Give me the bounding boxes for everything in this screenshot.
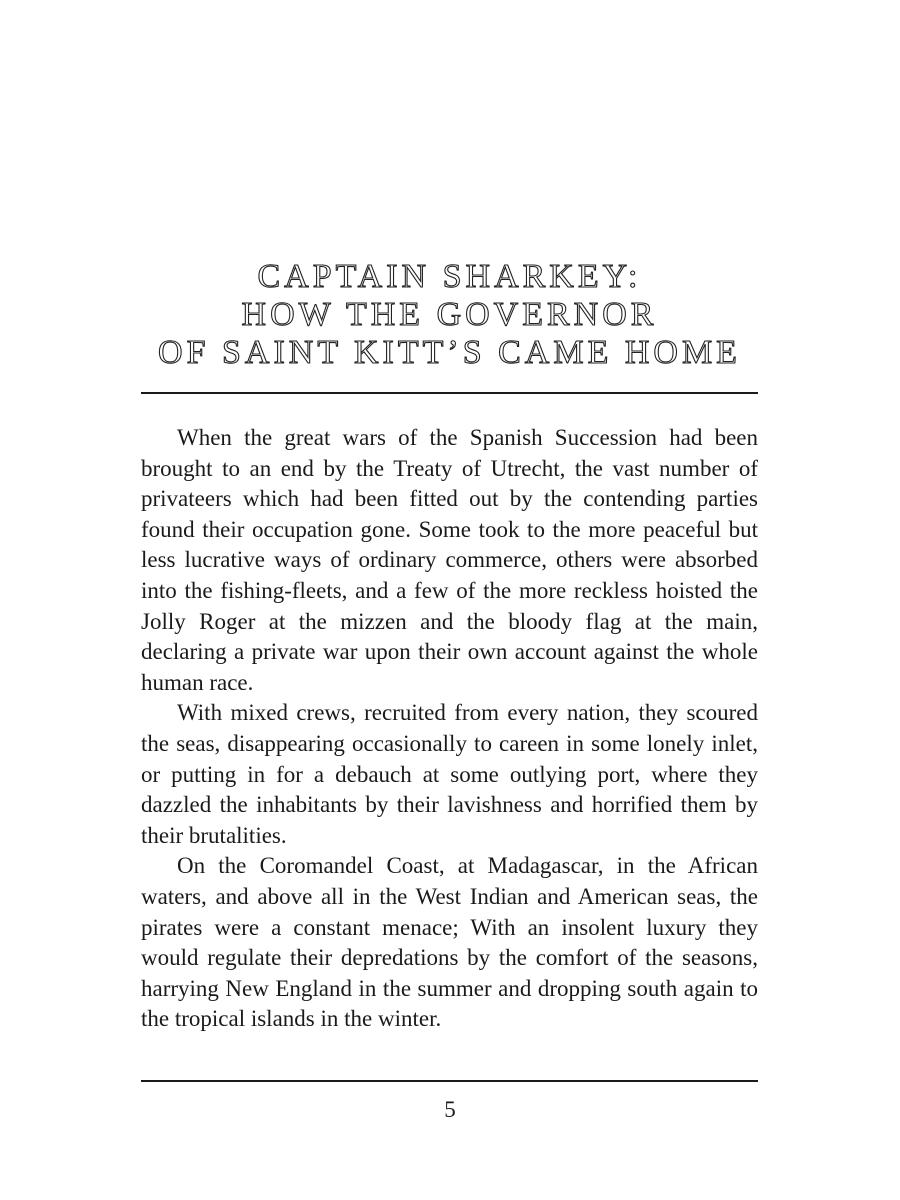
chapter-title-line-3: OF SAINT KITT’S CAME HOME [158, 334, 741, 371]
title-divider [141, 392, 758, 394]
chapter-body [141, 423, 758, 1035]
paragraph-2: With mixed crews, recruited from every nation, they scoured the seas, disappearing occasionally to careen in some lonely inlet, or putting in for a debauch at some outlying port, where they dazzled the inhabitants by their lavishness and horrified them by their brutalities. [141, 700, 758, 848]
chapter-title [141, 258, 758, 372]
paragraph-1: When the great wars of the Spanish Succession had been brought to an end by the Treaty of Utrecht, the vast number of privateers which had been fitted out by the contending parties found their occupation gone. Some took to the more peaceful but less lucrative ways of ordinary commerce, others were absorbed into the fishing-fleets, and a few of the more reckless hoisted the Jolly Roger at the mizzen and the bloody flag at the main, declaring a private war upon their own account against the whole human race. [141, 425, 758, 695]
paragraph-3: On the Coromandel Coast, at Madagascar, in the African waters, and above all in the West Indian and American seas, the pirates were a constant menace; With an insolent luxury they would regulate their depredations by the comfort of the seasons, harrying New England in the summer and dropping south again to the tropical islands in the winter. [141, 853, 758, 1032]
footer-divider [141, 1080, 758, 1082]
chapter-title-line-2: HOW THE GOVERNOR [241, 296, 658, 333]
page-number: 5 [444, 1097, 456, 1122]
chapter-title-line-1: CAPTAIN SHARKEY: [257, 258, 642, 295]
